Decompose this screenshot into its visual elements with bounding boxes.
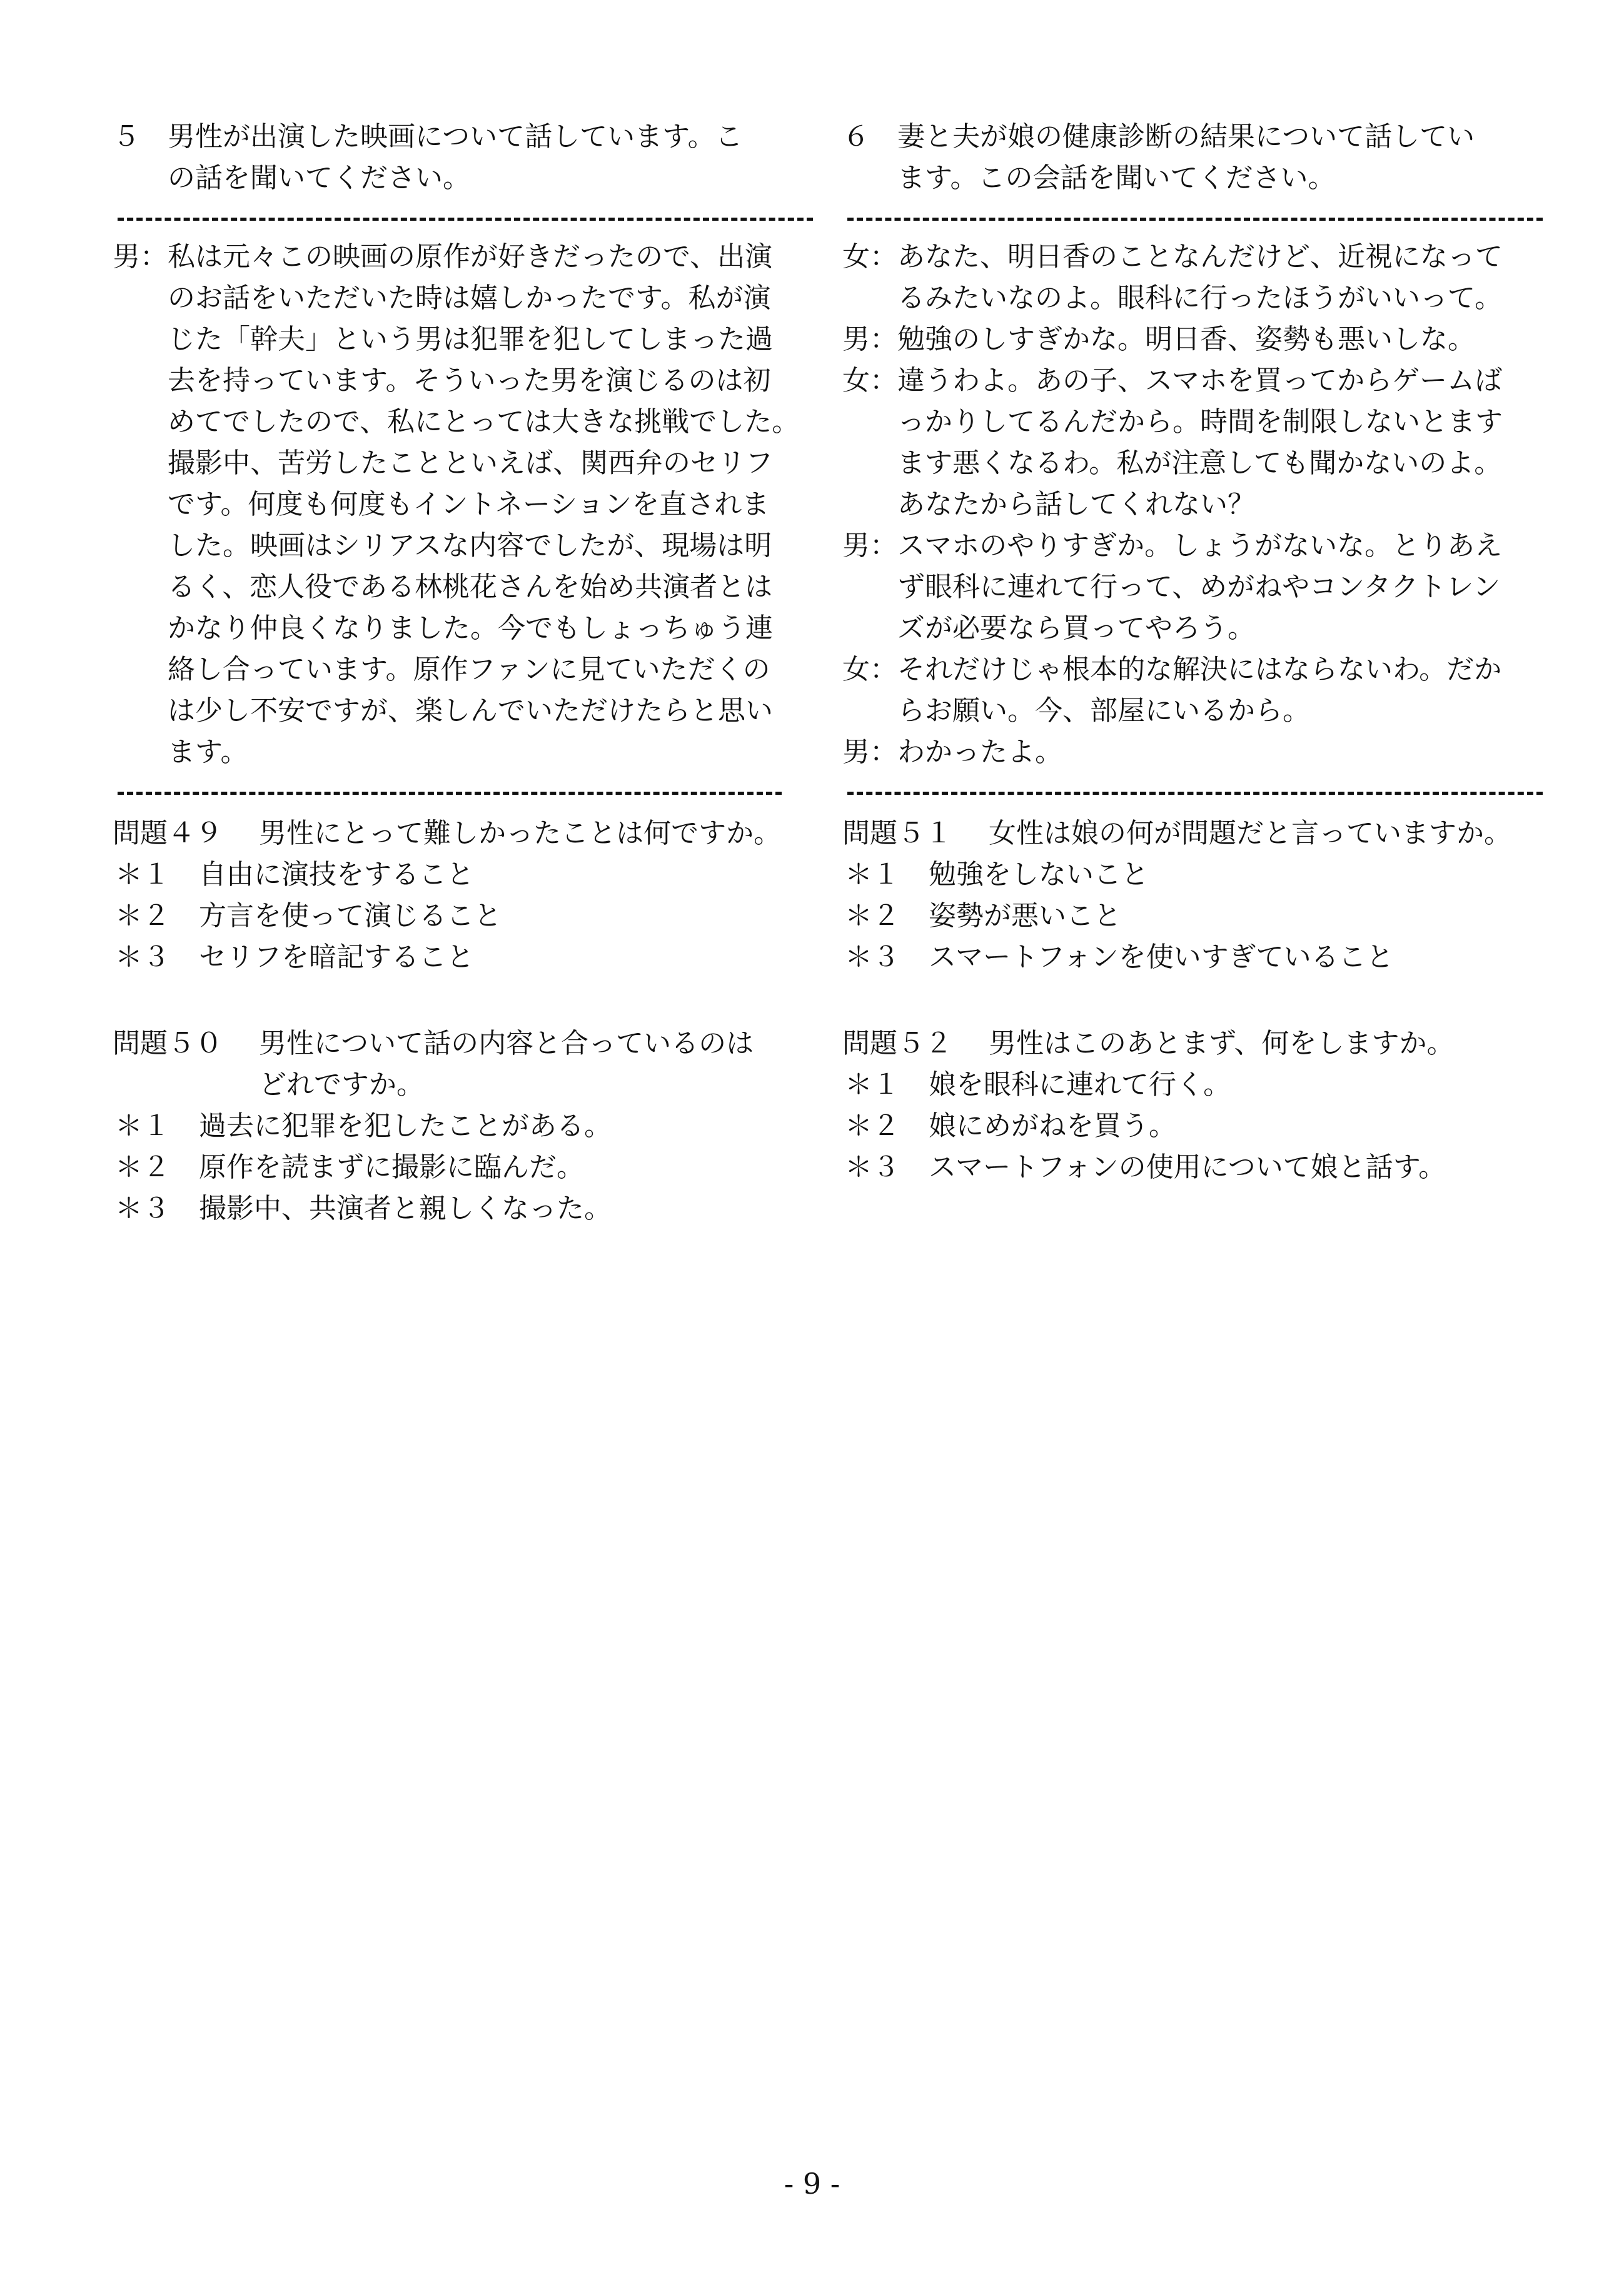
speaker-label: 男： [842,530,897,562]
answer-option[interactable] [842,854,1543,895]
question-51 [842,813,1543,854]
speech-text [897,732,1543,773]
option-text: 姿勢が悪いこと [929,900,1121,932]
question-52 [842,1023,1543,1064]
dashed-divider [113,773,813,810]
speech-line: めてでしたので、私にとっては大きな挑戦でした。 [168,406,800,438]
option-text: セリフを暗記すること [199,941,474,973]
option-text: 自由に演技をすること [199,859,474,890]
speech-line: ず眼科に連れて行って、めがねやコンタクトレン [897,571,1501,603]
question-label: 問題５１ [842,817,952,849]
instruction-line: 妻と夫が娘の健康診断の結果について話してい [897,121,1475,153]
speech-line: 絡し合っています。原作ファンに見ていただくの [168,653,770,685]
option-marker: ＊２ [115,900,170,932]
instruction-line: ます。この会話を聞いてください。 [897,162,1336,194]
speech-text [897,319,1543,360]
option-text: 娘を眼科に連れて行く。 [929,1069,1231,1101]
option-text: 撮影中、共演者と親しくなった。 [199,1193,612,1224]
speaker-label: 男： [842,323,897,355]
answer-option[interactable] [113,854,813,895]
option-text: 方言を使って演じること [199,900,502,932]
speech-line: 違うわよ。あの子、スマホを買ってからゲームば [897,365,1503,396]
option-marker: ＊３ [115,1193,170,1224]
speaker-label: 男： [842,736,897,768]
option-marker: ＊１ [845,1069,900,1101]
option-marker: ＊２ [845,1110,900,1142]
dialogue-turn [842,649,1543,732]
option-marker: ＊１ [115,1110,170,1142]
option-marker: ＊２ [845,900,900,932]
speech-line: スマホのやりすぎか。しょうがないな。とりあえ [897,530,1503,562]
page-number: - 9 - [784,2167,840,2201]
option-marker: ＊３ [845,941,900,973]
dialogue-turn [842,236,1543,319]
section-instruction [897,116,1543,199]
speech-line: るく、恋人役である林桃花さんを始め共演者とは [168,571,773,603]
speech-line: 私は元々この映画の原作が好きだったので、出演 [168,241,773,273]
speech-line: 勉強のしすぎかな。明日香、姿勢も悪いしな。 [897,323,1475,355]
dashed-divider [842,199,1543,236]
instruction-line: 男性が出演した映画について話しています。こ [168,121,743,153]
answer-option[interactable] [113,895,813,937]
dialogue-turn [113,236,813,773]
dialogue-turn [842,525,1543,649]
option-marker: ＊１ [115,859,170,890]
question-line: 男性にとって難しかったことは何ですか。 [259,817,782,849]
answer-option[interactable] [842,1064,1543,1106]
answer-option[interactable] [842,1106,1543,1147]
answer-option[interactable] [113,1188,813,1229]
speech-line: のお話をいただいた時は嬉しかったです。私が演 [168,282,771,314]
speech-line: らお願い。今、部屋にいるから。 [897,695,1310,727]
speech-line: ます。 [168,736,248,768]
speech-line: した。映画はシリアスな内容でしたが、現場は明 [168,530,772,562]
left-column [113,116,813,1229]
speech-line: あなたから話してくれない？ [897,488,1255,520]
speaker-label: 男： [113,241,168,273]
speech-line: あなた、明日香のことなんだけど、近視になって [897,241,1503,273]
speech-line: るみたいなのよ。眼科に行ったほうがいいって。 [897,282,1503,314]
option-marker: ＊２ [115,1151,170,1183]
speaker-label: 女： [842,653,897,685]
option-text: 過去に犯罪を犯したことがある。 [199,1110,612,1142]
instruction-line: の話を聞いてください。 [168,162,470,194]
answer-option[interactable] [113,1106,813,1147]
speech-line: 撮影中、苦労したことといえば、関西弁のセリフ [168,447,773,479]
section-header [842,116,1543,199]
speech-line: かなり仲良くなりました。今でもしょっちゅう連 [168,612,773,644]
option-text: 原作を読まずに撮影に臨んだ。 [199,1151,584,1183]
question-line: 男性について話の内容と合っているのは [259,1027,754,1059]
speech-line: です。何度も何度もイントネーションを直されま [168,488,770,520]
speaker-label: 女： [842,365,897,396]
speech-line: 去を持っています。そういった男を演じるのは初 [168,365,771,396]
section-header [113,116,813,199]
question-text [989,813,1543,854]
answer-option[interactable] [842,895,1543,937]
answer-option[interactable] [842,1147,1543,1188]
spacer [113,978,813,1021]
speech-line: ズが必要なら買ってやろう。 [897,612,1255,644]
option-text: スマートフォンの使用について娘と話す。 [929,1151,1446,1183]
question-text [989,1023,1543,1064]
speech-line: っかりしてるんだから。時間を制限しないとます [897,406,1503,438]
section-number: ６ [842,121,870,153]
option-marker: ＊３ [845,1151,900,1183]
section-instruction [168,116,813,199]
question-text [259,813,813,854]
question-50 [113,1023,813,1106]
question-label: 問題５０ [113,1027,223,1059]
speech-line: は少し不安ですが、楽しんでいただけたらと思い [168,695,773,727]
speech-text [897,649,1543,732]
answer-option[interactable] [842,937,1543,978]
dialogue-turn [842,732,1543,773]
question-label: 問題５２ [842,1027,952,1059]
speech-text [897,236,1543,319]
option-text: 娘にめがねを買う。 [929,1110,1176,1142]
speech-line: じた「幹夫」という男は犯罪を犯してしまった過 [168,323,773,355]
dashed-divider [113,199,813,236]
speech-line: ます悪くなるわ。私が注意しても聞かないのよ。 [897,447,1502,479]
option-text: スマートフォンを使いすぎていること [929,941,1394,973]
option-marker: ＊１ [845,859,900,890]
spacer [842,978,1543,1021]
speech-text [897,360,1543,525]
question-line: 男性はこのあとまず、何をしますか。 [989,1027,1455,1059]
speech-line: それだけじゃ根本的な解決にはならないわ。だか [897,653,1502,685]
question-label: 問題４９ [113,817,223,849]
right-column [842,116,1543,1188]
speaker-label: 女： [842,241,897,273]
answer-option[interactable] [113,937,813,978]
question-49 [113,813,813,854]
option-marker: ＊３ [115,941,170,973]
option-text: 勉強をしないこと [929,859,1149,890]
speech-line: わかったよ。 [897,736,1062,768]
question-line: どれですか。 [259,1069,424,1101]
dialogue-turn [842,360,1543,525]
speech-text [897,525,1543,649]
dashed-divider [842,773,1543,810]
question-text [259,1023,813,1106]
speech-text [168,236,813,773]
question-line: 女性は娘の何が問題だと言っていますか。 [989,817,1511,849]
dialogue-turn [842,319,1543,360]
section-number: ５ [113,121,140,153]
answer-option[interactable] [113,1147,813,1188]
